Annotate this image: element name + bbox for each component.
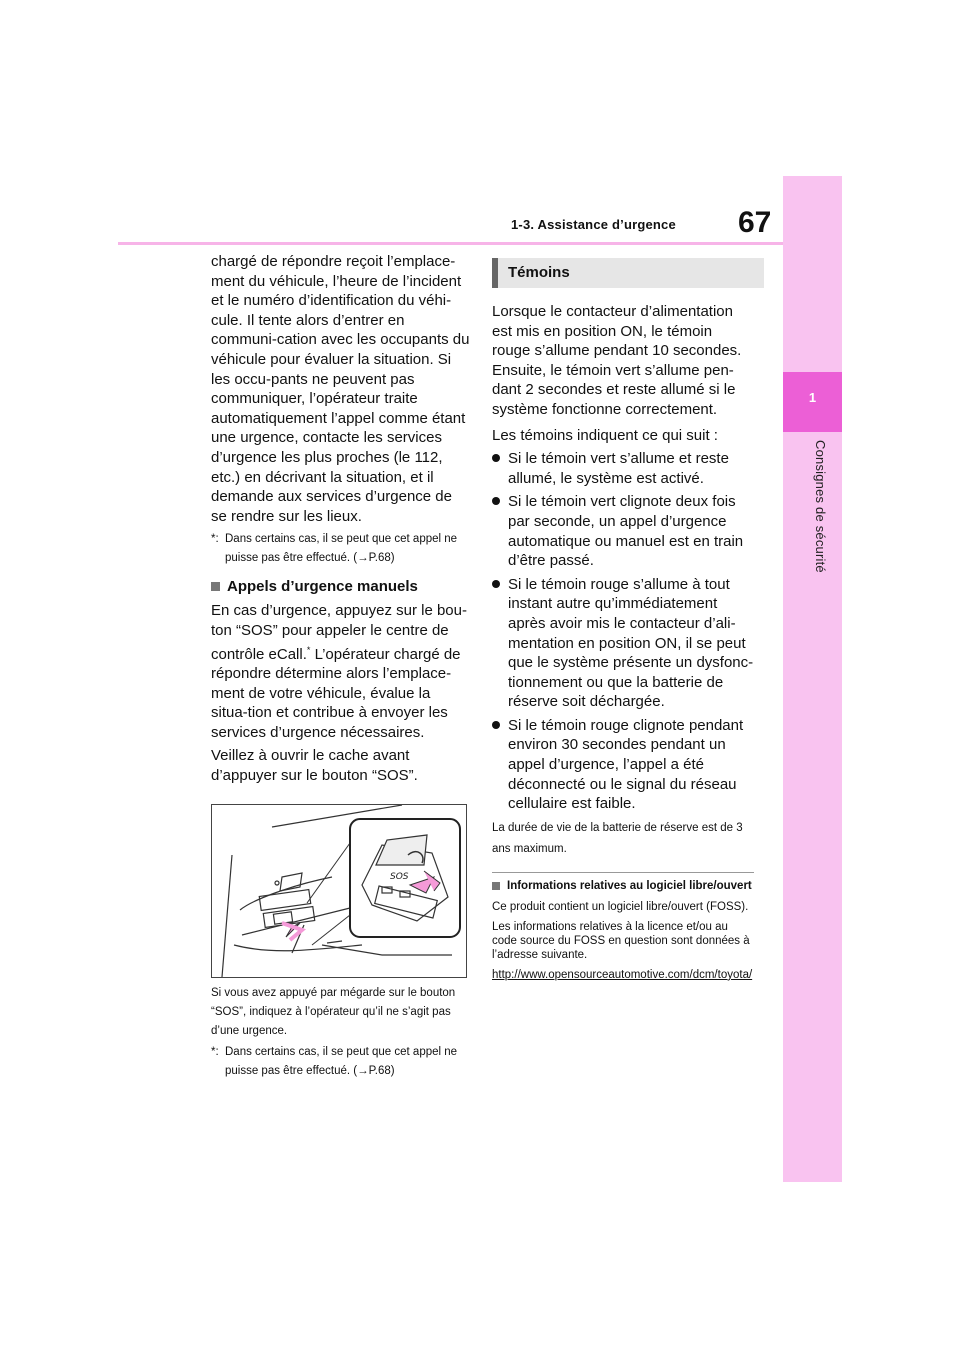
left-column [211,252,471,1089]
list-item [492,716,754,814]
foss-heading-text: Informations relatives au logiciel libre/ouvert [507,879,752,892]
overhead-console-drawing [212,805,466,977]
sos-label: SOS [390,871,409,882]
square-bullet-icon [211,582,220,591]
footnote [211,530,471,568]
footnote-text: Dans certains cas, il se peut que cet appel ne puisse pas être effectué. (→P.68) [225,533,458,565]
manual-call-heading-text: Appels d’urgence manuels [227,578,418,596]
bullet-dot-icon [492,721,500,729]
chapter-label: Consignes de sécurité [813,440,828,573]
bullet-dot-icon [492,497,500,505]
foss-link[interactable]: http://www.opensourceautomotive.com/dcm/toyota/ [492,968,753,981]
section-header: 1-3. Assistance d’urgence [511,217,676,232]
bullet-dot-icon [492,454,500,462]
temoins-lead: Les témoins indiquent ce qui suit : [492,426,718,444]
battery-note: La durée de vie de la batterie de réserve est de 3 ans maximum. [492,821,743,855]
manual-call-footnote-mark: * [306,644,311,655]
accidental-press-caption: Si vous avez appuyé par mégarde sur le bouton “SOS”, indiquez à l’opérateur qu’il ne s’agit pas d’une urgence. [211,986,456,1037]
manual-call-text-b: L’opérateur chargé de répondre détermine alors l’emplace-ment de votre véhicule, évalue la situa-tion et contribue à envoyer les services d’urgence nécessaires. [211,645,461,741]
manual-call-text-a: En cas d’urgence, appuyez sur le bou-ton “SOS” pour appeler le centre de contrôle eCall. [211,602,467,663]
right-column [492,258,754,982]
footnote-2 [211,1043,471,1081]
chapter-number: 1 [808,390,817,405]
list-item-text: Si le témoin vert clignote deux fois par seconde, un appel d’urgence automatique ou manuel est en train d’être passé. [508,493,744,570]
list-item-text: Si le témoin vert s’allume et reste allumé, le système est activé. [508,450,729,487]
list-item-text: Si le témoin rouge clignote pendant environ 30 secondes pendant un appel d’urgence, l’appel a été déconnecté ou le signal du réseau cellulaire est faible. [508,716,744,813]
footnote-2-mark: *: [211,1045,219,1058]
footnote-mark: *: [211,533,219,546]
foss-heading [492,879,754,894]
section-divider [492,872,754,873]
square-bullet-icon [492,882,500,890]
manual-call-heading [211,578,471,595]
header-divider [118,242,783,245]
foss-text-1: Ce produit contient un logiciel libre/ouvert (FOSS). [492,900,749,913]
foss-text-2: Les informations relatives à la licence et/ou au code source du FOSS en question sont données à l’adresse suivante. [492,920,750,961]
footnote-2-text: Dans certains cas, il se peut que cet appel ne puisse pas être effectué. (→P.68) [225,1045,458,1077]
list-item [492,492,754,570]
cover-paragraph: Veillez à ouvrir le cache avant d’appuyer sur le bouton “SOS”. [211,747,418,785]
temoins-section-title: Témoins [492,258,764,288]
list-item [492,575,754,712]
sos-button-illustration [211,804,467,978]
temoins-intro: Lorsque le contacteur d’alimentation est mis en position ON, le témoin rouge s’allume pendant 10 secondes. Ensuite, le témoin vert s’allume pen-dant 2 secondes et reste allumé si le système fonctionne correctement. [492,303,742,418]
manual-call-paragraph [211,601,471,742]
chapter-sidebar [783,176,842,1182]
list-item [492,449,754,488]
intro-paragraph: chargé de répondre reçoit l’emplace-ment du véhicule, l’heure de l’incident et le numéro d’identification du véhi-cule. Il tente alors d’entrer en communi-cation avec les occupants du véhicule pour évaluer la situation. Si les occu-pants ne peuvent pas communiquer, l’opérateur traite automatiquement l’appel comme étant une urgence, contacte les services d’urgence les plus proches (le 112, etc.) en décrivant la situation, et il demande aux services d’urgence de se rendre sur les lieux. [211,253,470,525]
bullet-dot-icon [492,580,500,588]
page-number: 67 [738,206,772,239]
list-item-text: Si le témoin rouge s’allume à tout instant autre qu’immédiatement après avoir mis le contacteur d’ali-mentation en position ON, il se peut que le système présente un dysfonc-tionnement ou que la batterie de réserve soit déchargée. [508,575,754,711]
